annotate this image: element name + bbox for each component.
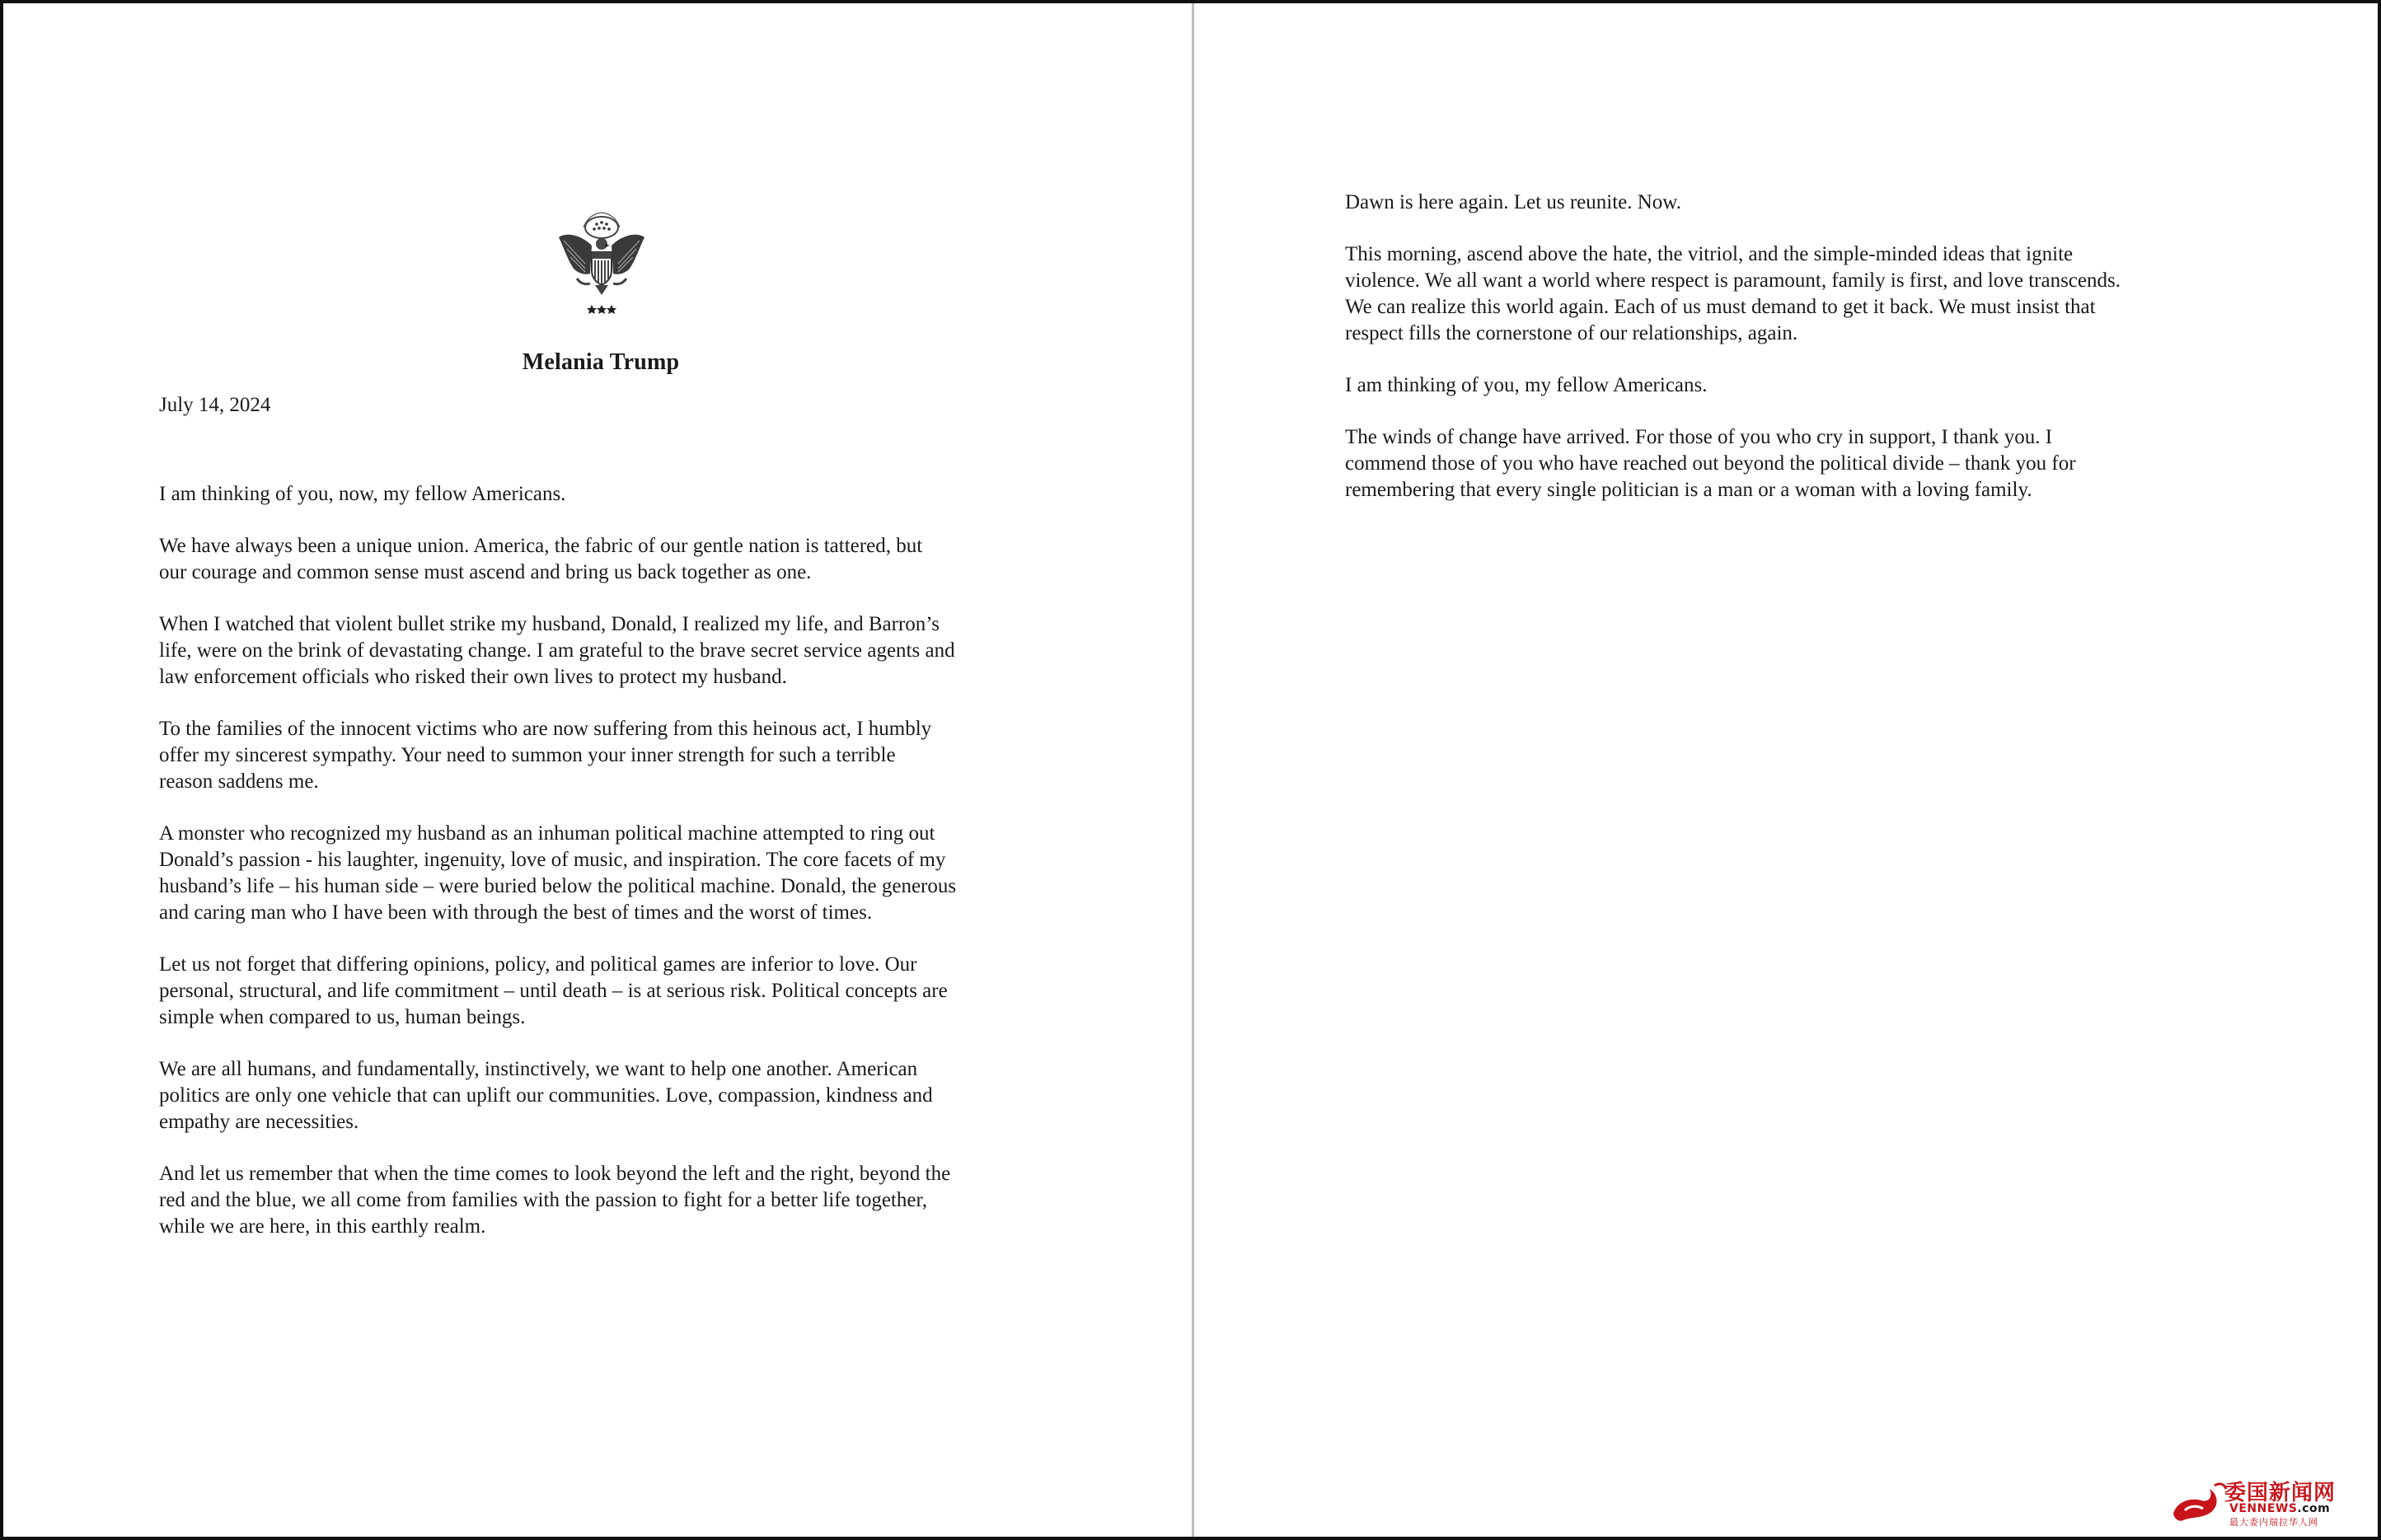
paragraph: We have always been a unique union. America, the fabric of our gentle nation is tattered, but our courage and common sense must ascend and bring us back together as one. bbox=[159, 535, 923, 583]
paragraph: We are all humans, and fundamentally, instinctively, we want to help one another. American politics are only one vehicle that can uplift our communities. Love, compassion, kindness and empathy are necessities. bbox=[159, 1058, 933, 1133]
presidential-eagle-seal-icon bbox=[555, 209, 648, 315]
watermark-subtitle: 最大委内瑞拉华人网 bbox=[2229, 1517, 2318, 1528]
paragraph: This morning, ascend above the hate, the vitriol, and the simple-minded ideas that ignite violence. We all want a world where respect is paramount, family is first, and love transcends. We can realize this world again. Each of us must demand to get it back. We must insist that respect fills the cornerstone of our relationships, again. bbox=[1345, 243, 2121, 344]
watermark-domain-suffix: .com bbox=[2297, 1502, 2331, 1515]
paragraph: When I watched that violent bullet strike my husband, Donald, I realized my life, and Barron’s life, were on the brink of devastating change. I am grateful to the brave secret service agents and law enforcement officials who risked their own lives to protect my husband. bbox=[159, 613, 955, 688]
letter-page-1 bbox=[3, 3, 1192, 1537]
watermark-domain bbox=[2229, 1502, 2330, 1515]
letter-body-page-1 bbox=[159, 481, 1066, 1266]
paragraph: I am thinking of you, my fellow Americans. bbox=[1345, 374, 1708, 396]
watermark-domain-brand: VENNEWS bbox=[2229, 1502, 2298, 1515]
paragraph: To the families of the innocent victims who are now suffering from this heinous act, I humbly offer my sincerest sympathy. Your need to summon your inner strength for such a terrible reason saddens me. bbox=[159, 718, 932, 793]
letter-body-page-2 bbox=[1345, 190, 2252, 529]
paragraph: The winds of change have arrived. For those of you who cry in support, I thank you. I commend those of you who have reached out beyond the political divide – thank you for remembering that every single politician is a man or a woman with a loving family. bbox=[1345, 426, 2076, 501]
letter-date: July 14, 2024 bbox=[159, 394, 271, 416]
paragraph: Let us not forget that differing opinions, policy, and political games are inferior to love. Our personal, structural, and life commitment – until death – is at serious risk. Political concepts are simple when compared to us, human beings. bbox=[159, 953, 948, 1028]
page-divider bbox=[1192, 3, 1194, 1537]
paragraph: Dawn is here again. Let us reunite. Now. bbox=[1345, 191, 1681, 213]
dragon-logo-icon bbox=[2168, 1477, 2233, 1525]
news-site-watermark bbox=[2168, 1477, 2366, 1527]
paragraph: A monster who recognized my husband as an inhuman political machine attempted to ring out Donald’s passion - his laughter, ingenuity, love of music, and inspiration. The core facets of my husband’s life – his human side – were buried below the political machine. Donald, the generous and caring man who I have been with through the best of times and the worst of times. bbox=[159, 822, 957, 924]
letter-author: Melania Trump bbox=[522, 349, 680, 375]
paragraph: I am thinking of you, now, my fellow Americans. bbox=[159, 483, 566, 505]
watermark-title: 委国新闻网 bbox=[2224, 1481, 2336, 1505]
paragraph: And let us remember that when the time comes to look beyond the left and the right, beyond the red and the blue, we all come from families with the passion to fight for a better life together, while we are here, in this earthly realm. bbox=[159, 1163, 951, 1238]
